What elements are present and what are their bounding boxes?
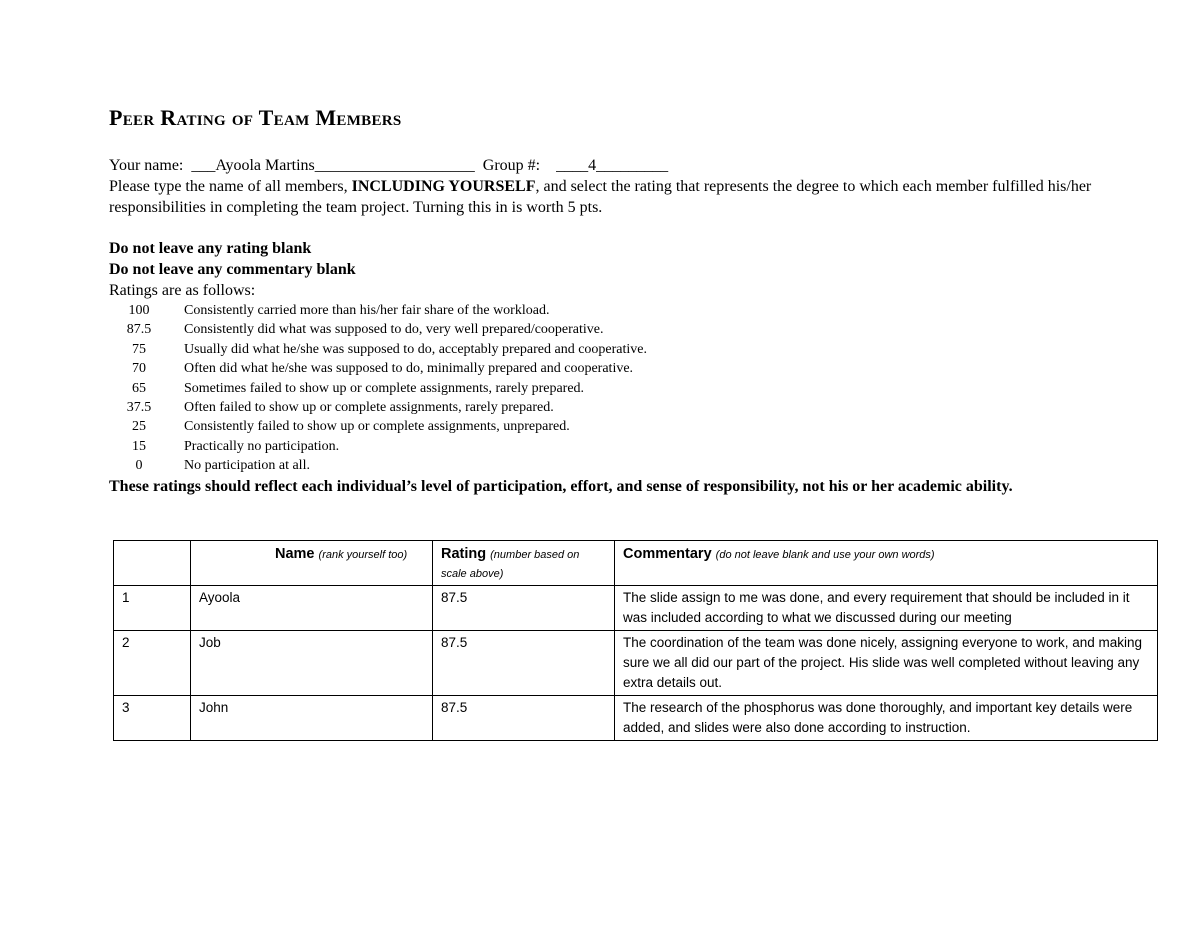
commentary-cell[interactable]: The research of the phosphorus was done thoroughly, and important key details were added, and slides were also done according to instruction.	[615, 696, 1158, 741]
group-value: ____4_________	[556, 157, 669, 174]
instructions	[109, 176, 1169, 218]
scale-value: 15	[132, 438, 146, 454]
scale-value: 0	[135, 458, 143, 474]
row-number: 2	[114, 631, 191, 696]
header-commentary-hint: (do not leave blank and use your own words)	[715, 549, 935, 561]
member-name-cell[interactable]: Ayoola	[191, 586, 433, 631]
instructions-text-rest: , and select the rating that represents the degree to which each member fulfilled his/her responsibilities in completing the team project. Turning this in is worth 5 pts.	[109, 178, 1092, 216]
commentary-cell[interactable]: The coordination of the team was done nicely, assigning everyone to work, and making sure we all did our part of the project. His slide was well completed without leaving any extra details out.	[615, 631, 1158, 696]
header-rating-hint: (number based on scale above)	[441, 549, 580, 580]
scale-value: 87.5	[126, 322, 152, 338]
scale-value: 70	[132, 361, 146, 377]
name-line	[109, 155, 1169, 176]
row-number: 1	[114, 586, 191, 631]
scale-value: 65	[132, 380, 146, 396]
page-title: Peer Rating of Team Members	[109, 105, 402, 130]
header-commentary	[615, 541, 1158, 586]
document-page	[109, 105, 1169, 497]
scale-value: 75	[132, 341, 146, 357]
scale-heading: Ratings are as follows:	[109, 282, 256, 299]
header-name	[191, 541, 433, 586]
table-row	[114, 586, 1158, 631]
scale-row	[109, 437, 1169, 456]
table-header-row	[114, 541, 1158, 586]
rating-scale	[109, 301, 1169, 476]
scale-description: Often did what he/she was supposed to do, minimally prepared and cooperative.	[184, 361, 634, 377]
scale-row	[109, 417, 1169, 436]
header-name-hint: (rank yourself too)	[318, 549, 408, 561]
member-name-cell[interactable]: John	[191, 696, 433, 741]
scale-description: Consistently carried more than his/her fair share of the workload.	[184, 303, 550, 318]
ratings-note: These ratings should reflect each individual’s level of participation, effort, and sense of responsibility, not his or her academic ability.	[109, 477, 1013, 495]
scale-row	[109, 301, 1169, 320]
group-label: Group #:	[482, 157, 541, 174]
scale-value: 37.5	[126, 400, 152, 416]
scale-description: Sometimes failed to show up or complete assignments, rarely prepared.	[184, 380, 585, 396]
scale-row	[109, 379, 1169, 398]
commentary-cell[interactable]: The slide assign to me was done, and every requirement that should be included in it was included according to what we discussed during our meeting	[615, 586, 1158, 631]
scale-description: Consistently did what was supposed to do, very well prepared/cooperative.	[184, 322, 604, 338]
table-row	[114, 631, 1158, 696]
rating-cell[interactable]: 87.5	[433, 696, 615, 741]
scale-description: Consistently failed to show up or complete assignments, unprepared.	[184, 419, 570, 435]
your-name-value: ___Ayoola Martins____________________	[191, 157, 475, 174]
scale-row	[109, 359, 1169, 378]
member-name-cell[interactable]: Job	[191, 631, 433, 696]
row-number: 3	[114, 696, 191, 741]
scale-row	[109, 340, 1169, 359]
rating-cell[interactable]: 87.5	[433, 586, 615, 631]
scale-value: 100	[128, 303, 150, 318]
header-rating-label: Rating	[441, 546, 487, 562]
scale-description: Usually did what he/she was supposed to do, acceptably prepared and cooperative.	[184, 341, 648, 357]
warning-rating: Do not leave any rating blank	[109, 240, 312, 257]
scale-description: Practically no participation.	[184, 438, 340, 454]
header-rating	[433, 541, 615, 586]
table-row	[114, 696, 1158, 741]
scale-row	[109, 456, 1169, 475]
peer-rating-table	[113, 540, 1158, 741]
scale-row	[109, 320, 1169, 339]
scale-row	[109, 398, 1169, 417]
scale-value: 25	[132, 419, 146, 435]
header-name-label: Name	[275, 546, 315, 562]
warning-commentary: Do not leave any commentary blank	[109, 261, 356, 278]
instructions-emphasis: INCLUDING YOURSELF	[351, 178, 536, 195]
header-number	[114, 541, 191, 586]
header-commentary-label: Commentary	[623, 546, 712, 562]
scale-description: No participation at all.	[184, 458, 310, 474]
instructions-text: Please type the name of all members,	[109, 178, 352, 195]
rating-cell[interactable]: 87.5	[433, 631, 615, 696]
your-name-label: Your name:	[109, 157, 184, 174]
scale-description: Often failed to show up or complete assignments, rarely prepared.	[184, 400, 554, 416]
